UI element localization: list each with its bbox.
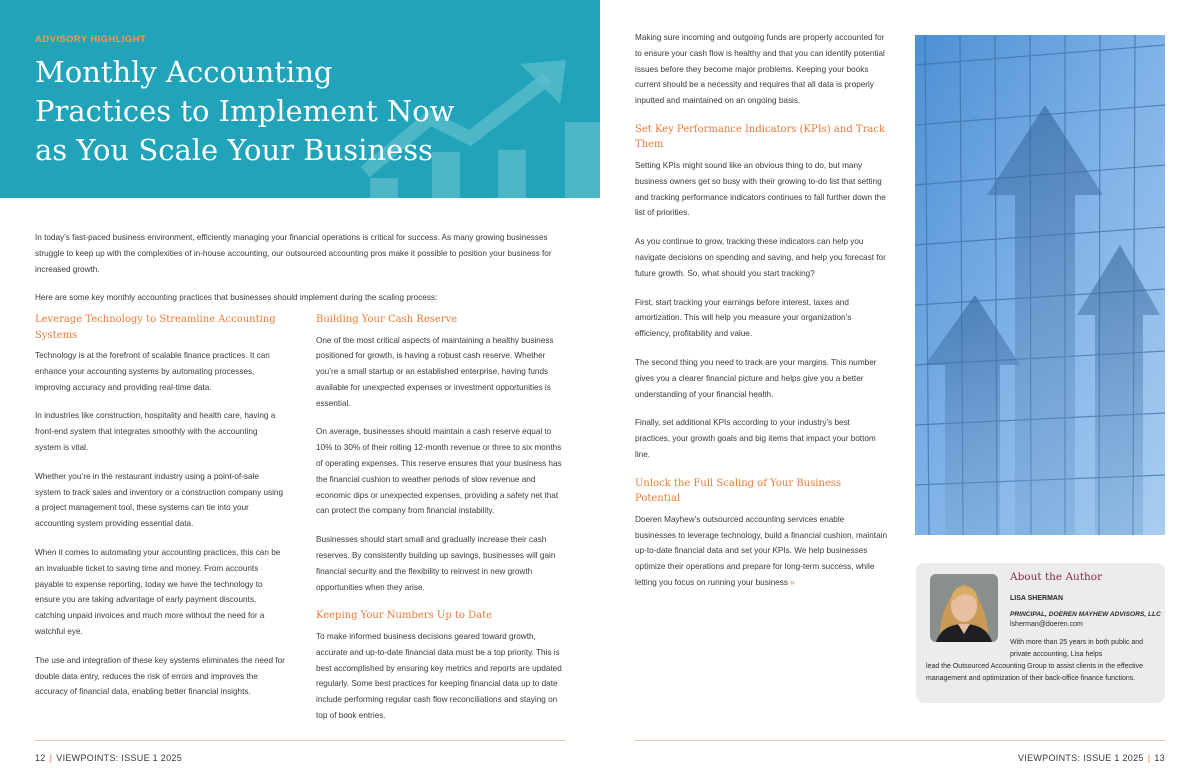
paragraph: Making sure incoming and outgoing funds are properly accounted for to ensure your cash flow is healthy and that you can identify potential issues before they become major problems. Keeping your books current should be a necessity and requires that all data is properly inputted and maintained on an ongoing basis. (635, 33, 885, 106)
publication-title: VIEWPOINTS: ISSUE 1 2025 (56, 753, 183, 763)
paragraph: In industries like construction, hospitality and health care, having a front-end system that integrates smoothly with the accounting system is vital. (35, 411, 276, 452)
section-kicker: ADVISORY HIGHLIGHT (35, 34, 147, 45)
footer-right (1018, 753, 1165, 763)
author-bio-rest: lead the Outsourced Accounting Group to assist clients in the effective management and optimization of their back-office finance functions. (926, 663, 1143, 682)
author-bio-lead: With more than 25 years in both public and private accounting, Lisa helps (1010, 639, 1144, 658)
intro-paragraph: In today’s fast-paced business environment, efficiently managing your financial operations is critical for success. As many growing businesses struggle to keep up with the complexities of in-house accounting, our outsourced accounting pros make it possible to position your business for increased growth. (35, 233, 552, 274)
author-portrait (930, 574, 998, 642)
paragraph (635, 512, 887, 591)
paragraph: To make informed business decisions geared toward growth, accurate and up-to-date financial data must be a top priority. This is best accomplished by ensuring key metrics and reports are updated regularly. Some best practices for keeping financial data up to date include performing regular cash flow reconciliations and staying on top of book entries. (316, 631, 562, 720)
paragraph: When it comes to automating your accounting practices, this can be an invaluable ticket to saving time and money. From accounts payable to expense reporting, today we have the technology to ensure you are taking advantage of early payment discounts, catching unpaid invoices and much more without the need for a watchful eye. (35, 547, 281, 636)
author-bio (926, 637, 1161, 685)
paragraph: Businesses should start small and gradually increase their cash reserves. By consistently building up savings, businesses will gain financial security and the flexibility to reinvest in new growth opportunities when they arise. (316, 535, 556, 592)
paragraph: The use and integration of these key systems eliminates the need for double data entry, reduces the risk of errors and improves the accuracy of financial data, enabling better financial insights. (35, 655, 285, 697)
paragraph: Setting KPIs might sound like an obvious thing to do, but many business owners get so busy with their growing to-do list that setting and tracking performance indicators continues to fall further down the list of priorities. (635, 160, 886, 218)
column-right (635, 30, 887, 604)
paragraph: Finally, set additional KPIs according to your industry’s best practices, your growth goals and big items that impact your bottom line. (635, 418, 876, 459)
paragraph: Technology is at the forefront of scalable finance practices. It can enhance your accounting systems by automating processes, improving accuracy and providing real-time data. (35, 351, 270, 392)
column-left (35, 312, 285, 713)
page-number: 13 (1154, 753, 1165, 763)
intro (35, 230, 565, 319)
footer-divider (635, 740, 1165, 741)
section-heading: Leverage Technology to Streamline Accounting Systems (35, 314, 276, 341)
column-middle (316, 312, 568, 737)
intro-paragraph: Here are some key monthly accounting practices that businesses should implement during the scaling process: (35, 293, 438, 303)
footer-left (35, 753, 182, 763)
skyscraper-arrows-photo (915, 35, 1165, 535)
footer-separator: | (1147, 753, 1151, 763)
section-heading: Keeping Your Numbers Up to Date (316, 610, 493, 622)
paragraph: Whether you’re in the restaurant industry using a point-of-sale system to track sales and inventory or a construction company using a project management tool, these systems can tie into your accounting system providing essential data. (35, 471, 284, 529)
paragraph: One of the most critical aspects of maintaining a healthy business positioned for growth, is having a robust cash reserve. Whether you’re a small startup or an established enterprise, having funds available for unexpected expenses or investment opportunities is essential. (316, 335, 554, 408)
paragraph: On average, businesses should maintain a cash reserve equal to 10% to 30% of their rolling 12-month revenue or three to six months of operating expenses. This reserve ensures that your business has the financial cushion to weather periods of slow revenue and economic dips or unexpected expenses, providing a safety net that can protect the company from financial instability. (316, 427, 562, 516)
author-heading: About the Author (1010, 571, 1103, 583)
section-heading: Unlock the Full Scaling of Your Business Potential (635, 477, 842, 505)
end-mark-icon: » (790, 577, 795, 587)
closing-text: Doeren Mayhew’s outsourced accounting services enable businesses to leverage technology, build a financial cushion, maintain up-to-date financial data and set your KPIs. We help businesses optimize their operations and prepare for long-term success, while letting you focus on running your business (635, 514, 887, 587)
paragraph: First, start tracking your earnings before interest, taxes and amortization. This will help you measure your organization’s efficiency, profitability and value. (635, 297, 852, 339)
paragraph: As you continue to grow, tracking these indicators can help you navigate decisions on spending and saving, and help you forecast for future growth. So, what should you start tracking? (635, 237, 886, 278)
author-email[interactable]: lsherman@doeren.com (1010, 621, 1083, 628)
section-heading: Set Key Performance Indicators (KPIs) and Track Them (635, 123, 885, 151)
author-role: PRINCIPAL, DOEREN MAYHEW ADVISORS, LLC (1010, 611, 1161, 618)
author-box (916, 563, 1165, 703)
hero-banner (0, 0, 600, 198)
section-heading: Building Your Cash Reserve (316, 314, 458, 325)
article-title: Monthly Accounting Practices to Implement Now as You Scale Your Business (35, 55, 455, 167)
author-name: LISA SHERMAN (1010, 595, 1064, 602)
paragraph: The second thing you need to track are your margins. This number gives you a clearer financial picture and helps give you a better understanding of your financial health. (635, 357, 877, 399)
publication-title: VIEWPOINTS: ISSUE 1 2025 (1017, 753, 1144, 763)
page-number: 12 (35, 753, 46, 763)
footer-separator: | (49, 753, 53, 763)
footer-divider (35, 740, 565, 741)
